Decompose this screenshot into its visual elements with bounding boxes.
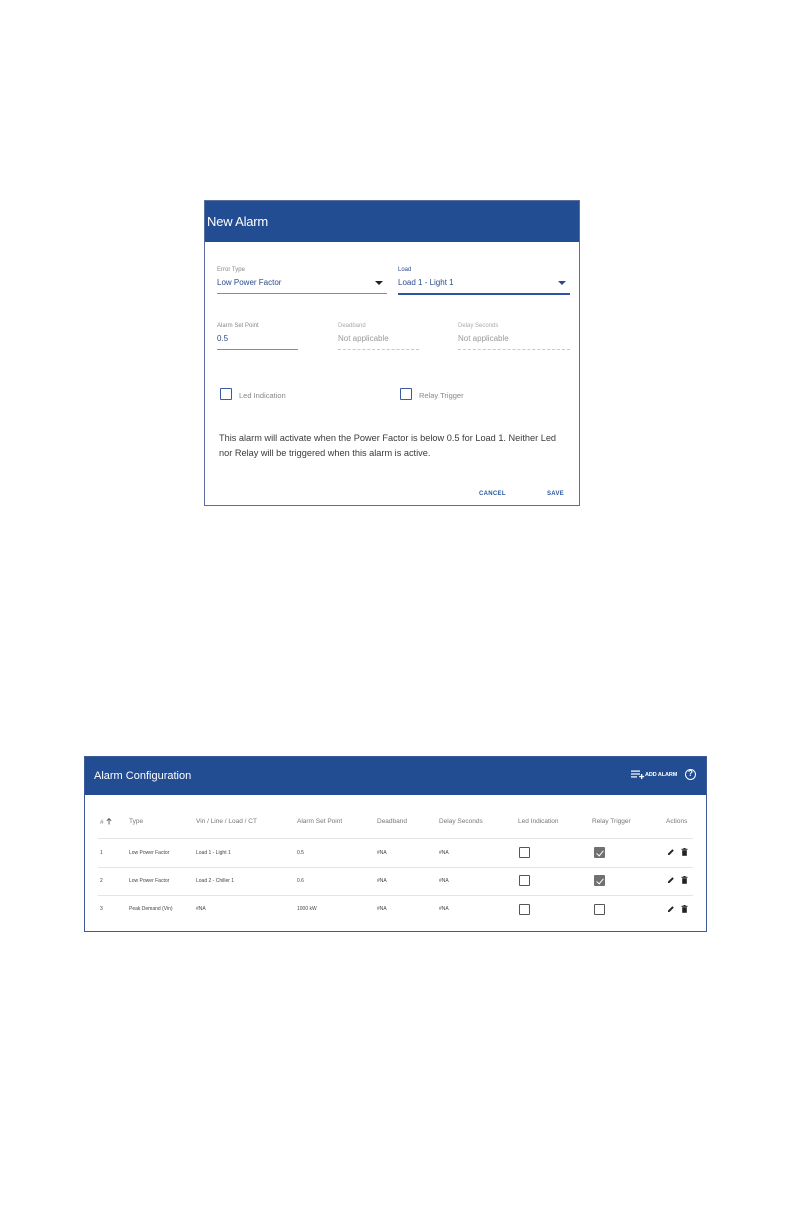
cell-deadband: #NA [377, 850, 387, 856]
trash-icon[interactable] [681, 848, 688, 856]
delay-seconds-value: Not applicable [458, 334, 509, 343]
col-relay-trigger[interactable]: Relay Trigger [592, 818, 631, 825]
cell-set-point: 0.5 [297, 850, 304, 856]
col-number[interactable] [100, 818, 112, 826]
relay-trigger-checkbox[interactable] [400, 388, 412, 400]
add-alarm-label: ADD ALARM [645, 771, 678, 778]
load-label: Load [398, 267, 412, 273]
new-alarm-dialog [204, 200, 580, 506]
load-value: Load 1 - Light 1 [398, 278, 454, 287]
cell-set-point: 1000 kW [297, 906, 317, 912]
trash-icon[interactable] [681, 876, 688, 884]
cell-type: Low Power Factor [129, 850, 170, 856]
cell-number: 2 [100, 878, 103, 884]
relay-trigger-checkbox[interactable] [594, 875, 605, 886]
add-alarm-button[interactable] [631, 770, 677, 779]
cell-type: Peak Demand (Vin) [129, 906, 173, 912]
deadband-label: Deadband [338, 323, 366, 329]
led-indication-checkbox[interactable] [220, 388, 232, 400]
led-indication-checkbox[interactable] [519, 875, 530, 886]
edit-pencil-icon[interactable] [667, 876, 675, 884]
dialog-title: New Alarm [207, 214, 269, 229]
dialog-header [205, 201, 579, 242]
edit-pencil-icon[interactable] [667, 848, 675, 856]
led-indication-label: Led Indication [239, 391, 286, 400]
panel-title: Alarm Configuration [94, 770, 192, 782]
delay-seconds-label: Delay Seconds [458, 323, 499, 329]
cell-set-point: 0.6 [297, 878, 304, 884]
col-delay-seconds[interactable]: Delay Seconds [439, 818, 483, 825]
alarm-description: This alarm will activate when the Power Factor is below 0.5 for Load 1. Neither Led nor Relay will be triggered when this alarm is active. [219, 433, 557, 458]
cell-deadband: #NA [377, 906, 387, 912]
cell-delay: #NA [439, 878, 449, 884]
alarm-set-point-label: Alarm Set Point [217, 323, 259, 329]
alarm-configuration-panel [84, 756, 707, 932]
row-divider [98, 867, 693, 868]
col-vin-line-load-ct[interactable]: Vin / Line / Load / CT [196, 818, 257, 825]
dropdown-arrow-icon [375, 281, 383, 285]
delay-seconds-underline [458, 349, 570, 350]
dropdown-arrow-icon [558, 281, 566, 285]
cancel-button[interactable]: CANCEL [479, 491, 506, 497]
col-deadband[interactable]: Deadband [377, 818, 407, 825]
relay-trigger-label: Relay Trigger [419, 391, 464, 400]
error-type-label: Error Type [217, 267, 245, 273]
error-type-value: Low Power Factor [217, 278, 282, 287]
col-led-indication[interactable]: Led Indication [518, 818, 559, 825]
cell-vin: Load 1 - Light 1 [196, 850, 231, 856]
relay-trigger-checkbox[interactable] [594, 904, 605, 915]
cell-delay: #NA [439, 906, 449, 912]
playlist-add-icon [631, 770, 645, 779]
cell-type: Low Power Factor [129, 878, 170, 884]
load-underline [398, 293, 570, 295]
cell-delay: #NA [439, 850, 449, 856]
led-indication-checkbox[interactable] [519, 904, 530, 915]
cell-vin: #NA [196, 906, 206, 912]
alarm-set-point-underline [217, 349, 298, 350]
save-button[interactable]: SAVE [547, 491, 565, 497]
help-circle-icon[interactable]: ? [685, 769, 696, 780]
relay-trigger-checkbox[interactable] [594, 847, 605, 858]
col-number-label: # [100, 819, 104, 826]
col-actions: Actions [666, 818, 688, 825]
error-type-underline [217, 293, 387, 294]
col-alarm-set-point[interactable]: Alarm Set Point [297, 818, 343, 825]
cell-vin: Load 2 - Chiller 1 [196, 878, 235, 884]
edit-pencil-icon[interactable] [667, 905, 675, 913]
trash-icon[interactable] [681, 905, 688, 913]
cell-deadband: #NA [377, 878, 387, 884]
panel-header [85, 757, 706, 795]
sort-arrow-up-icon [106, 818, 112, 825]
col-type[interactable]: Type [129, 818, 144, 825]
alarm-set-point-value: 0.5 [217, 334, 229, 343]
deadband-underline [338, 349, 419, 350]
deadband-value: Not applicable [338, 334, 389, 343]
cell-number: 1 [100, 850, 103, 856]
led-indication-checkbox[interactable] [519, 847, 530, 858]
row-divider [98, 838, 693, 839]
row-divider [98, 895, 693, 896]
cell-number: 3 [100, 906, 103, 912]
